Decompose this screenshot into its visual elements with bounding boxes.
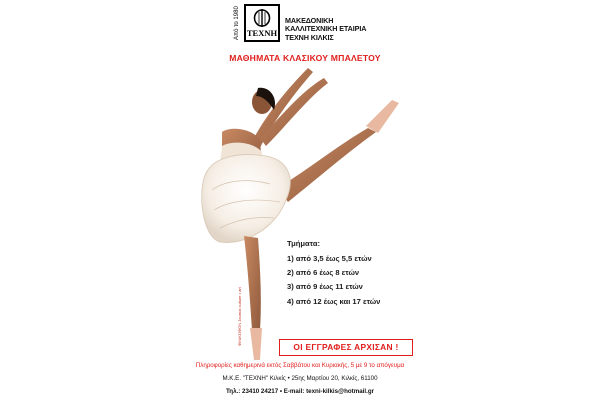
- class-group-item: 3) από 9 έως 11 ετών: [287, 282, 363, 292]
- info-contact: Τηλ.: 23410 24217 • E-mail: texni-kilkis@hotmail.gr: [225, 388, 375, 395]
- class-group-item: 2) από 6 έως 8 ετών: [287, 268, 360, 278]
- logo-emblem: [244, 4, 280, 42]
- photo-credit: ΦΙΝΙΚΟΦΟΝ Journal culture • art: [237, 287, 242, 347]
- ballerina-illustration: [200, 60, 410, 380]
- info-schedule: Πληροφορίες καθημερινά εκτός Σαββάτου και Κυριακής, 5 με 9 το απόγευμα: [195, 362, 405, 369]
- registration-banner: ΟΙ ΕΓΓΡΑΦΕΣ ΑΡΧΙΣΑΝ !: [279, 339, 413, 356]
- info-address: Μ.Κ.Ε. "ΤΕΧΝΗ" Κιλκίς • 25ης Μαρτίου 20, Κιλκίς, 61100: [222, 375, 378, 382]
- org-logo: [232, 2, 407, 44]
- class-groups: [287, 239, 427, 311]
- lyre-emblem-icon: [246, 6, 278, 40]
- class-group-item: 1) από 3,5 έως 5,5 ετών: [287, 254, 372, 263]
- org-name-line: ΜΑΚΕΔΟΝΙΚΗ: [285, 16, 334, 25]
- org-name: [285, 17, 410, 42]
- logo-brand-word: ΤΕΧΝΗ: [246, 28, 278, 38]
- org-name-line: ΤΕΧΝΗ ΚΙΛΚΙΣ: [285, 32, 334, 42]
- org-name-line: ΚΑΛΛΙΤΕΧΝΙΚΗ ΕΤΑΙΡΙΑ: [285, 24, 367, 34]
- page-title: ΜΑΘΗΜΑΤΑ ΚΛΑΣΙΚΟΥ ΜΠΑΛΕΤΟΥ: [229, 53, 381, 63]
- class-group-item: 4) από 12 έως και 17 ετών: [287, 296, 381, 306]
- class-groups-heading: Τμήματα:: [287, 239, 321, 248]
- logo-since-text: Από το 1980: [234, 6, 240, 40]
